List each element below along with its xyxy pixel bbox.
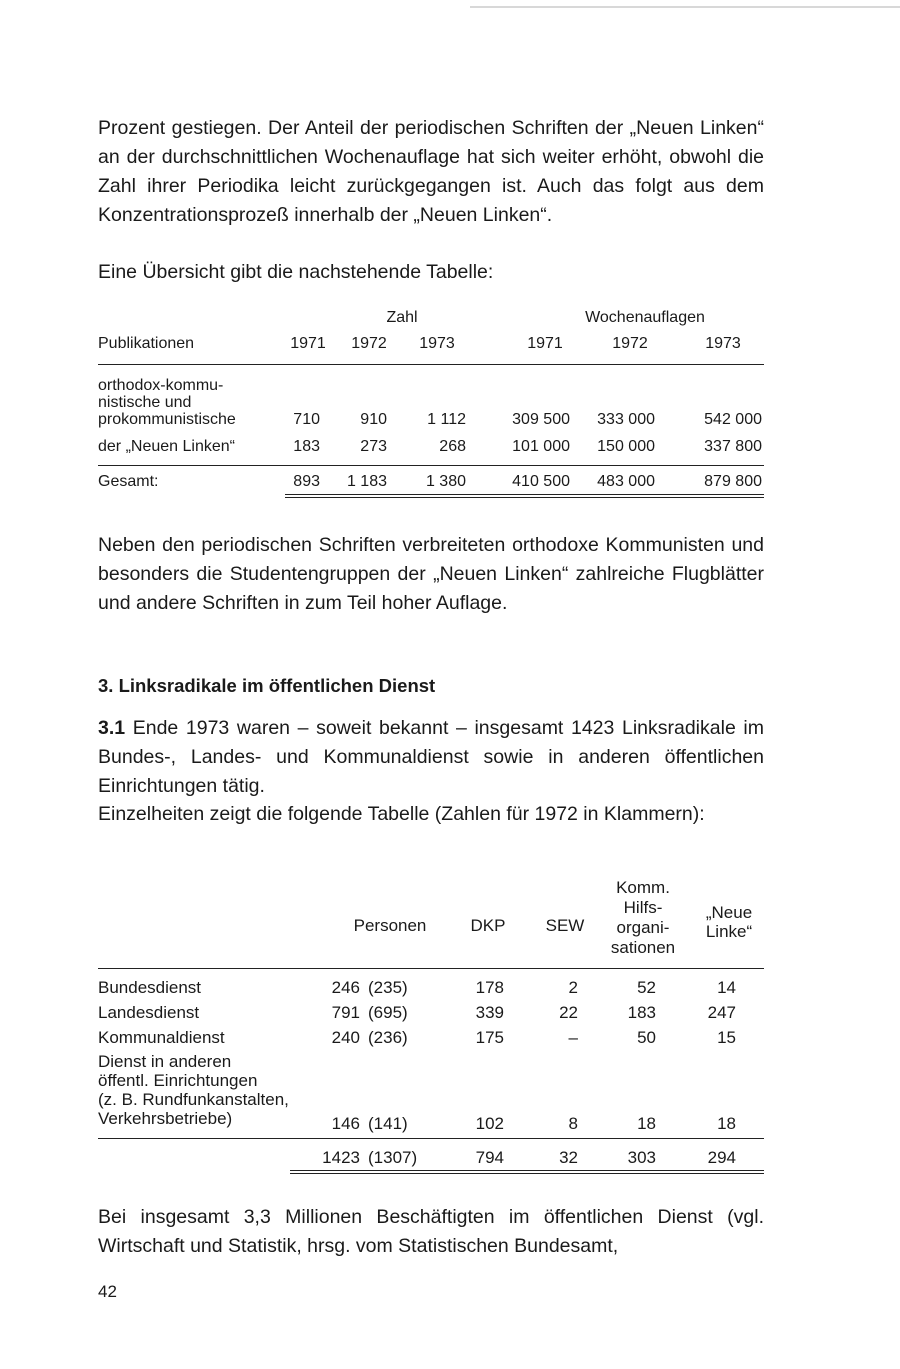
table1-total-label: Gesamt: bbox=[98, 473, 159, 490]
table1-group-wochenauflagen: Wochenauflagen bbox=[585, 309, 705, 326]
table2-row4-label-line: Dienst in anderen bbox=[98, 1052, 232, 1071]
table-cell: 22 bbox=[559, 1003, 578, 1022]
table1-year-1973: 1973 bbox=[419, 335, 455, 352]
table2-row-label: Kommunaldienst bbox=[98, 1028, 225, 1047]
table2-row-label: Landesdienst bbox=[98, 1003, 200, 1022]
table-cell: 8 bbox=[568, 1114, 578, 1133]
table-cell: 178 bbox=[475, 978, 504, 997]
table1-total-underline bbox=[285, 497, 764, 498]
table2-total-underline bbox=[290, 1173, 764, 1174]
table-cell: – bbox=[568, 1028, 578, 1047]
table-cell: 879 800 bbox=[704, 473, 762, 490]
table-cell: 32 bbox=[559, 1148, 578, 1167]
table1-row1-label-line: nistische und bbox=[98, 394, 192, 411]
table2-header-neue bbox=[694, 903, 764, 941]
table-cell: (141) bbox=[368, 1114, 408, 1133]
table1-row1-label bbox=[98, 377, 236, 428]
table-cell: (236) bbox=[368, 1028, 408, 1047]
table-cell: (695) bbox=[368, 1003, 408, 1022]
paragraph-table-intro: Eine Übersicht gibt die nachstehende Tabelle: bbox=[98, 261, 494, 283]
table-cell: 183 bbox=[293, 438, 320, 455]
table-cell: 150 000 bbox=[597, 438, 655, 455]
table-cell: 146 bbox=[331, 1114, 360, 1133]
table1-header-rule bbox=[98, 364, 764, 365]
table-cell: 1423 bbox=[322, 1148, 360, 1167]
table-cell: 794 bbox=[475, 1148, 504, 1167]
table1-year-1971: 1971 bbox=[290, 335, 326, 352]
paragraph-beschaeftigte: Bei insgesamt 3,3 Millionen Beschäftigten im öffentlichen Dienst (vgl. Wirtschaft und Statistik, hrsg. vom Statistischen Bundesamt, bbox=[98, 1206, 764, 1257]
table-cell: 333 000 bbox=[597, 411, 655, 428]
table-cell: 303 bbox=[627, 1148, 656, 1167]
table1-row2-label: der „Neuen Linken“ bbox=[98, 438, 235, 455]
table1-rule bbox=[98, 465, 764, 466]
table-cell: 18 bbox=[637, 1114, 656, 1133]
table1-group-zahl: Zahl bbox=[386, 309, 418, 326]
table1-year-1973b: 1973 bbox=[705, 335, 741, 352]
table-cell: 1 183 bbox=[346, 473, 387, 490]
table2-header-personen: Personen bbox=[353, 916, 427, 935]
table-cell: 18 bbox=[717, 1114, 736, 1133]
table2-row4-label bbox=[98, 1052, 289, 1128]
table-cell: (1307) bbox=[368, 1148, 418, 1167]
table-cell: 410 500 bbox=[512, 473, 570, 490]
section-heading: 3. Linksradikale im öffentlichen Dienst bbox=[98, 675, 436, 696]
paragraph-table2-intro: Einzelheiten zeigt die folgende Tabelle (Zahlen für 1972 in Klammern): bbox=[98, 803, 705, 825]
table-cell: 240 bbox=[331, 1028, 360, 1047]
table-cell: 910 bbox=[360, 411, 387, 428]
paragraph-flugblaetter: Neben den periodischen Schriften verbreiteten orthodoxe Kommunisten und besonders die Studentengruppen der „Neuen Linken“ zahlreiche Flugblätter und andere Schriften in zum Teil hoher Auflage. bbox=[98, 534, 764, 614]
table2-header-sew: SEW bbox=[545, 916, 585, 935]
paragraph-intro: Prozent gestiegen. Der Anteil der periodischen Schriften der „Neuen Linken“ an der durchschnittlichen Wochenauflage hat sich weiter erhöht, obwohl die Zahl ihrer Periodika leicht zurückgegangen ist. Auch das folgt aus dem Konzentrationsprozeß innerhalb der „Neuen Linken“. bbox=[98, 117, 764, 226]
table1-col-publikationen: Publikationen bbox=[98, 335, 195, 352]
table2-rule bbox=[98, 1138, 764, 1139]
table-cell: 339 bbox=[475, 1003, 504, 1022]
table-cell: 2 bbox=[568, 978, 578, 997]
table1-year-1971b: 1971 bbox=[527, 335, 563, 352]
table-cell: 50 bbox=[637, 1028, 656, 1047]
table1-year-1972b: 1972 bbox=[612, 335, 648, 352]
table-cell: 102 bbox=[475, 1114, 504, 1133]
table2-header-komm-line: Komm. bbox=[616, 878, 670, 897]
table2-header-komm-line: organi- bbox=[616, 918, 670, 937]
table-cell: 175 bbox=[475, 1028, 504, 1047]
paragraph-linksradikale-text: Ende 1973 waren – soweit bekannt – insgesamt 1423 Linksradikale im Bundes-, Landes- und Kommunaldienst sowie in anderen öffentlichen Einrichtungen tätig. bbox=[98, 717, 764, 797]
scan-edge-line bbox=[470, 6, 900, 8]
table-cell: 1 112 bbox=[427, 411, 466, 428]
table1-row1-label-line: orthodox-kommu- bbox=[98, 377, 224, 394]
table1-year-1972: 1972 bbox=[351, 335, 387, 352]
table-cell: 273 bbox=[360, 438, 387, 455]
table-cell: 791 bbox=[331, 1003, 360, 1022]
section-number: 3.1 bbox=[98, 717, 126, 739]
table1-total-underline bbox=[285, 494, 764, 495]
table2-header-komm bbox=[598, 878, 688, 958]
table-cell: 101 000 bbox=[512, 438, 570, 455]
table-cell: 337 800 bbox=[704, 438, 762, 455]
table2-total-underline bbox=[290, 1170, 764, 1171]
table-cell: (235) bbox=[368, 978, 408, 997]
table-cell: 52 bbox=[637, 978, 656, 997]
table2-row4-label-line: Verkehrsbetriebe) bbox=[98, 1109, 233, 1128]
table-cell: 246 bbox=[331, 978, 360, 997]
table2-header-rule bbox=[98, 968, 764, 969]
table2-row4-label-line: (z. B. Rundfunkanstalten, bbox=[98, 1090, 289, 1109]
table2-header-neue-line: „Neue bbox=[705, 903, 753, 922]
table-cell: 483 000 bbox=[597, 473, 655, 490]
page-number: 42 bbox=[98, 1282, 117, 1301]
table-cell: 710 bbox=[293, 411, 320, 428]
table2-row-label: Bundesdienst bbox=[98, 978, 202, 997]
table1-row1-label-line: prokommunistische bbox=[98, 411, 236, 428]
table2-header-neue-line: Linke“ bbox=[705, 922, 753, 941]
table2-row4-label-line: öffentl. Einrichtungen bbox=[98, 1071, 258, 1090]
table-cell: 247 bbox=[707, 1003, 736, 1022]
table-cell: 309 500 bbox=[512, 411, 570, 428]
table2-header-komm-line: Hilfs- bbox=[623, 898, 663, 917]
table-cell: 15 bbox=[717, 1028, 736, 1047]
table-cell: 268 bbox=[439, 438, 466, 455]
table-cell: 893 bbox=[293, 473, 320, 490]
table-cell: 294 bbox=[707, 1148, 736, 1167]
table-cell: 1 380 bbox=[425, 473, 466, 490]
table-cell: 14 bbox=[717, 978, 736, 997]
table-cell: 183 bbox=[627, 1003, 656, 1022]
table2-header-dkp: DKP bbox=[470, 916, 506, 935]
table2-header-komm-line: sationen bbox=[610, 938, 676, 957]
table-cell: 542 000 bbox=[704, 411, 762, 428]
paragraph-linksradikale bbox=[98, 714, 764, 801]
